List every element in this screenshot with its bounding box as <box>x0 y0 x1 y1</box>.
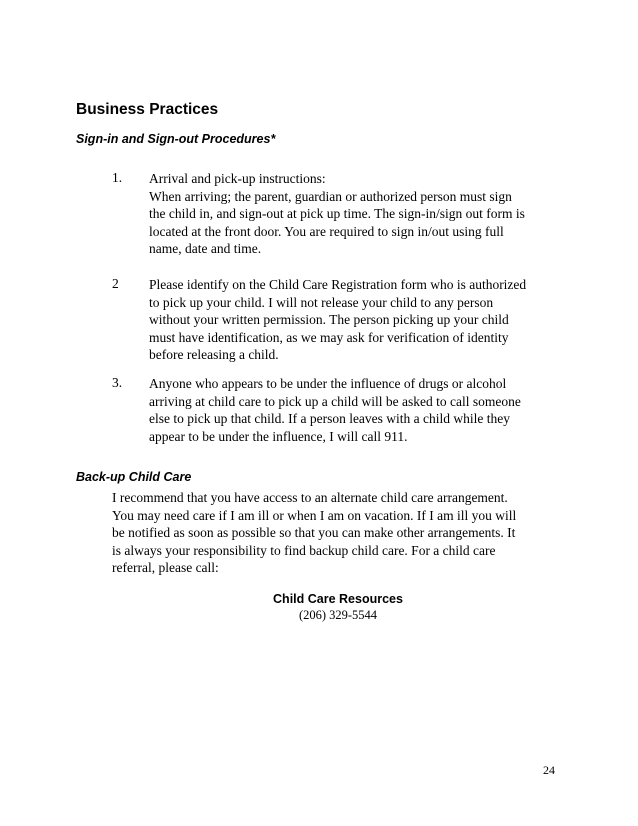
item-3-line: arriving at child care to pick up a child will be asked to call someone <box>149 393 521 409</box>
item-1-text <box>149 170 579 258</box>
item-2-line: Please identify on the Child Care Registration form who is authorized <box>149 277 527 292</box>
item-3-line: Anyone who appears to be under the influence of drugs or alcohol <box>149 376 507 391</box>
section-heading: Business Practices <box>76 101 219 118</box>
backup-line: be notified as soon as possible so that you can make other arrangements. It <box>112 525 516 540</box>
backup-text <box>112 489 516 577</box>
item-2-number: 2 <box>112 276 119 291</box>
item-1-number: 1. <box>112 170 123 185</box>
backup-line: referral, please call: <box>112 560 219 575</box>
item-2-line: without your written permission. The person picking up your child <box>149 312 509 327</box>
item-1-line: located at the front door. You are required to sign in/out using full <box>149 223 504 239</box>
item-2-line: to pick up your child. I will not release your child to any person <box>149 294 494 310</box>
item-1-line: name, date and time. <box>149 241 262 256</box>
backup-line: You may need care if I am ill or when I am on vacation. If I am ill you will <box>112 507 517 523</box>
backup-line: is always your responsibility to find backup child care. For a child care <box>112 542 496 558</box>
item-3-text <box>149 375 579 445</box>
backup-heading: Back-up Child Care <box>76 470 192 484</box>
page-number: 24 <box>543 763 555 777</box>
item-1-line: the child in, and sign-out at pick up time. The sign-in/sign out form is <box>149 206 525 221</box>
backup-line: I recommend that you have access to an alternate child care arrangement. <box>112 490 508 505</box>
item-3-number: 3. <box>112 375 123 390</box>
item-3-line: appear to be under the influence, I will call 911. <box>149 428 408 444</box>
item-2-line: before releasing a child. <box>149 347 279 362</box>
referral-org-name: Child Care Resources <box>273 592 403 606</box>
item-1-line: Arrival and pick-up instructions: <box>149 171 326 186</box>
item-1-line: When arriving; the parent, guardian or authorized person must sign <box>149 188 512 204</box>
subsection-heading: Sign-in and Sign-out Procedures* <box>76 132 276 146</box>
item-3-line: else to pick up that child. If a person leaves with a child while they <box>149 411 511 426</box>
item-2-text <box>149 276 579 364</box>
item-2-line: must have identification, as we may ask for verification of identity <box>149 329 509 345</box>
referral-phone: (206) 329-5544 <box>298 608 378 622</box>
